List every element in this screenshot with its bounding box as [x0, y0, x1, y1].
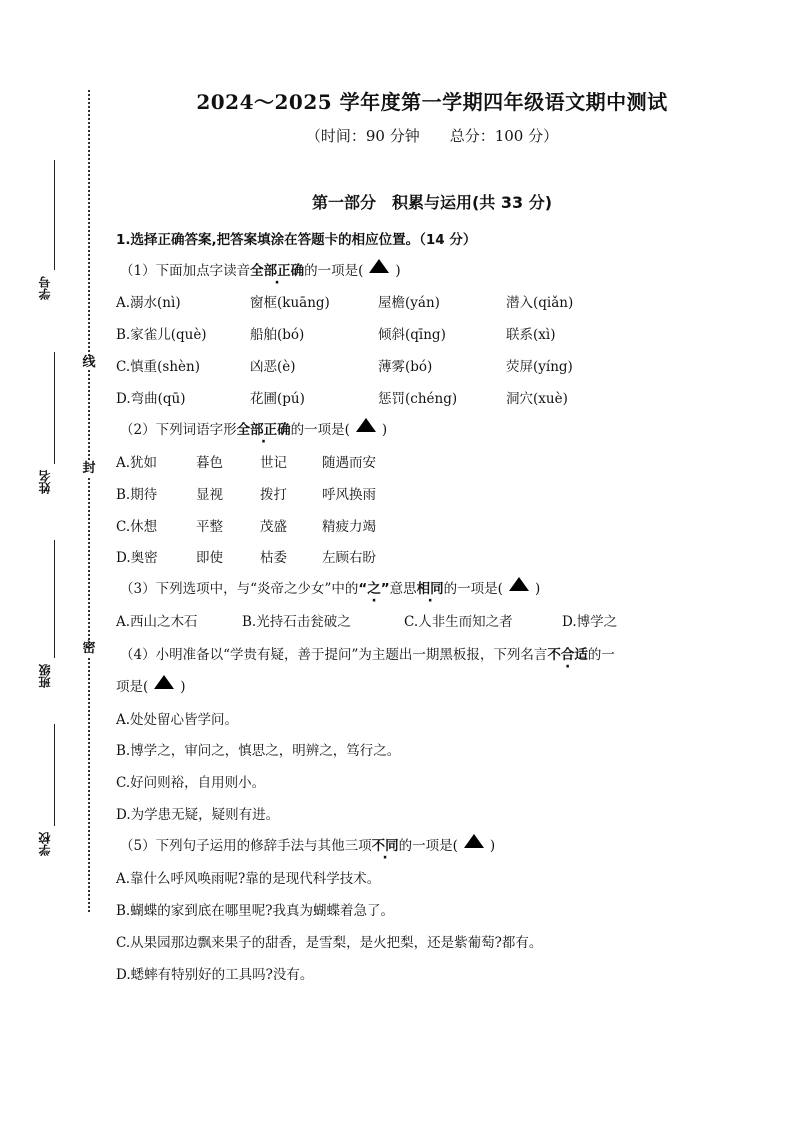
option-cell: 暮色 [196, 455, 223, 471]
option-cell: 随遇而安 [322, 455, 376, 471]
emphasis-text: 全部正确 [250, 263, 305, 279]
option-cell: 花圃(pú) [250, 391, 305, 407]
binding-margin [0, 0, 110, 1124]
option-cell: 凶恶(è) [250, 359, 296, 375]
option-cell: 联系(xì) [506, 327, 556, 343]
option-cell: A.溺水(nì) [116, 295, 181, 311]
emphasis-text: 不同 [371, 838, 399, 854]
sub-question-3: （3）下列选项中，与“炎帝之少女”中的“之” ·意思相同的一项是( ) [120, 577, 540, 597]
name-field[interactable] [38, 352, 58, 502]
option-line: B.蝴蝶的家到底在哪里呢?我真为蝴蝶着急了。 [116, 903, 394, 919]
seal-dotted-line [88, 90, 90, 912]
option-cell: D.奥密 [116, 550, 158, 566]
option-cell: 拨打 [260, 487, 287, 503]
option-cell: B.期待 [116, 487, 158, 503]
option-cell: 精疲力竭 [322, 519, 376, 535]
option-line: D.蟋蟀有特别好的工具吗?没有。 [116, 967, 314, 983]
option-line: C.好问则裕，自用则小。 [116, 775, 266, 791]
option-cell: 左顾右盼 [322, 550, 376, 566]
sub-question-2: （2）下列词语字形全部正确的一项是( ) [120, 418, 387, 438]
option-cell: C.慎重(shèn) [116, 359, 200, 375]
class-field[interactable] [38, 540, 58, 690]
school-field[interactable] [38, 724, 58, 864]
option-cell: D.弯曲(qū) [116, 391, 186, 407]
option-cell: A.犹如 [116, 455, 158, 471]
option-cell: 显视 [196, 487, 223, 503]
sub-question-1: （1）下面加点字读音全部正确的一项是( ) [120, 259, 401, 279]
option-line: B.博学之，审问之，慎思之，明辨之，笃行之。 [116, 743, 401, 759]
option-cell: 薄雾(bó) [378, 359, 433, 375]
name-label: 姓名 [38, 470, 52, 494]
option-line: A.靠什么呼风唤雨呢?靠的是现代科学技术。 [116, 871, 381, 887]
option-cell: 茂盛 [260, 519, 287, 535]
option-cell: C.人非生而知之者 [404, 614, 513, 630]
exam-subtitle: （时间：90 分钟 总分：100 分） [305, 127, 559, 145]
option-cell: 洞穴(xuè) [506, 391, 568, 407]
section-title: 第一部分 积累与运用(共 33 分) [311, 193, 553, 212]
answer-triangle-icon[interactable] [464, 834, 484, 848]
answer-triangle-icon[interactable] [154, 675, 174, 689]
option-cell: D.博学之 [562, 614, 618, 630]
option-line: D.为学患无疑，疑则有进。 [116, 807, 280, 823]
option-cell: 枯委 [260, 550, 287, 566]
option-cell: 呼风换雨 [322, 487, 376, 503]
option-cell: 潜入(qiǎn) [506, 295, 574, 311]
option-cell: A.西山之木石 [116, 614, 198, 630]
seal-char-xian: 线 [82, 355, 96, 370]
option-line: C.从果园那边飘来果子的甜香，是雪梨，是火把梨，还是紫葡萄?都有。 [116, 935, 543, 951]
answer-triangle-icon[interactable] [509, 577, 529, 591]
option-cell: 窗框(kuāng) [250, 295, 330, 311]
option-cell: 倾斜(qīng) [378, 327, 446, 343]
student-id-field[interactable] [38, 160, 58, 350]
emphasis-text: 不合适 [547, 647, 588, 663]
option-cell: 惩罚(chéng) [378, 391, 458, 407]
emphasis-text: “之” · [358, 581, 389, 597]
school-label: 学校 [38, 832, 52, 856]
sub-question-4-line2: 项是( ) [116, 675, 186, 695]
sub-question-4: （4）小明准备以“学贵有疑，善于提问”为主题出一期黑板报，下列名言不合适的一 [120, 647, 615, 663]
sub-question-5: （5）下列句子运用的修辞手法与其他三项不同的一项是( ) [120, 834, 495, 854]
class-label: 班级 [38, 664, 52, 688]
student-id-label: 学号 [38, 276, 52, 300]
option-cell: B.家雀儿(què) [116, 327, 207, 343]
answer-triangle-icon[interactable] [369, 259, 389, 273]
option-cell: B.光持石击瓮破之 [242, 614, 351, 630]
option-line: A.处处留心皆学问。 [116, 712, 239, 728]
option-cell: 即使 [196, 550, 223, 566]
question-1-heading: 1.选择正确答案,把答案填涂在答题卡的相应位置。（14 分） [116, 232, 477, 248]
option-cell: 屋檐(yán) [378, 295, 440, 311]
option-cell: C.休想 [116, 519, 158, 535]
option-cell: 船舶(bó) [250, 327, 305, 343]
seal-char-feng: 封 [82, 461, 96, 476]
option-cell: 平整 [196, 519, 223, 535]
answer-triangle-icon[interactable] [356, 418, 376, 432]
emphasis-text: 全部正确 [236, 422, 291, 438]
option-cell: 荧屏(yíng) [506, 359, 573, 375]
option-cell: 世记 [260, 455, 287, 471]
seal-char-mi: 密 [82, 641, 96, 656]
exam-title: 2024～2025 学年度第一学期四年级语文期中测试 [196, 90, 668, 114]
emphasis-text: 相同 [416, 581, 444, 597]
